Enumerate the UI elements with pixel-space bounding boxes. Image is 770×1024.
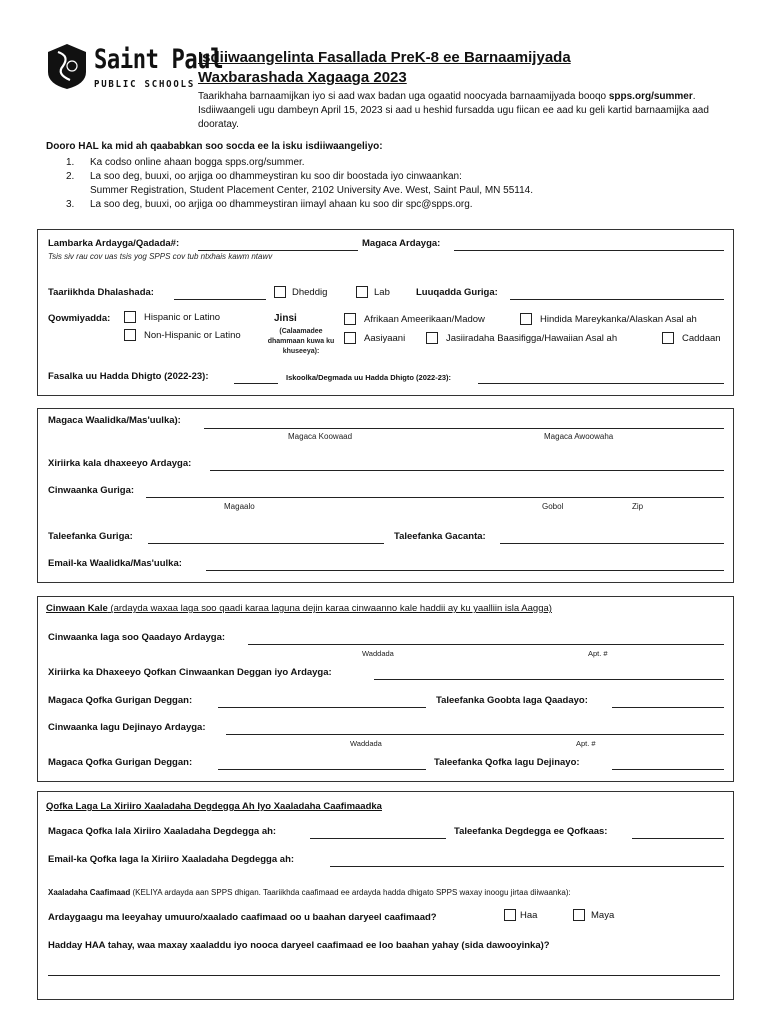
city-caption: Magaalo (224, 502, 255, 511)
dropoff-address-field[interactable] (226, 734, 724, 735)
emergency-name-label: Magaca Qofka lala Xiriiro Xaaladaha Degdegga ah: (48, 826, 277, 837)
student-name-label: Magaca Ardayga: (362, 238, 441, 249)
emergency-email-label: Email-ka Qofka laga la Xiriiro Xaaladaha Degdegga ah: (48, 854, 295, 865)
race-asian-label: Aasiyaani (364, 333, 406, 344)
current-grade-label: Fasalka uu Hadda Dhigto (2022-23): (48, 371, 209, 382)
student-section (37, 229, 734, 396)
instruction-item: Summer Registration, Student Placement Center, 2102 University Ave. West, Saint Paul, MN 55114. (90, 185, 533, 196)
health-details-field[interactable] (48, 975, 720, 976)
logo-subtitle: PUBLIC SCHOOLS (94, 79, 196, 90)
parent-email-field[interactable] (206, 570, 724, 571)
cell-phone-label: Taleefanka Gacanta: (394, 531, 486, 542)
race-pacific-islander-label: Jasiiradaha Baasifigga/Hawaiian Asal ah (446, 333, 618, 344)
current-school-field[interactable] (478, 383, 724, 384)
zip-caption: Zip (632, 502, 644, 511)
instructions-title: Dooro HAL ka mid ah qaababkan soo socda ee la isku isdiiwaangeliyo: (46, 141, 383, 152)
race-label: Jinsi (274, 313, 297, 324)
health-no-label: Maya (591, 910, 615, 921)
dob-field[interactable] (174, 299, 266, 300)
race-american-indian-label: Hindida Mareykanka/Alaskan Asal ah (540, 314, 697, 325)
page-title: Isdiiwaangelinta Fasallada PreK-8 ee Barnaamijyada Waxbarashada Xagaaga 2023 (198, 49, 571, 86)
home-language-field[interactable] (510, 299, 724, 300)
dropoff-phone-field[interactable] (612, 769, 724, 770)
home-phone-label: Taleefanka Guriga: (48, 531, 133, 542)
parent-email-label: Email-ka Waalidka/Mas'uulka: (48, 558, 182, 569)
health-conditions-note: Xaaladaha Caafimaad (KELIYA ardayda aan SPPS dhigan. Taariikhda caafimaad ee ardayda hadda dhigato SPPS waxay inoogu jirtaa diiwaanka): (48, 888, 571, 897)
current-grade-field[interactable] (234, 383, 278, 384)
pickup-address-label: Cinwaanka laga soo Qaadayo Ardayga: (48, 632, 226, 643)
pickup-address-field[interactable] (248, 644, 724, 645)
intro-text: Taarikhaha barnaamijkan iyo si aad wax badan uga ogaatid noocyada barnaamijyada booqo spps.org/summer. Isdiiwaangeli ugu dambeyn April 15, 2023 si aad u heshid fursadda ugu fiican ee aad ku geli kartid barnaamijka aad dooratay. (198, 91, 709, 130)
dropoff-person-label: Magaca Qofka Gurigan Deggan: (48, 757, 193, 768)
instructions-list (66, 156, 533, 212)
race-asian-checkbox[interactable] (344, 332, 356, 344)
pickup-person-label: Magaca Qofka Gurigan Deggan: (48, 695, 193, 706)
race-african-american-checkbox[interactable] (344, 313, 356, 325)
summer-link[interactable]: spps.org/summer (608, 91, 693, 102)
pickup-relation-field[interactable] (374, 679, 724, 680)
race-pacific-islander-checkbox[interactable] (426, 332, 438, 344)
parent-relation-field[interactable] (210, 470, 724, 471)
cell-phone-field[interactable] (500, 543, 724, 544)
state-caption: Gobol (542, 502, 564, 511)
current-school-label: Iskoolka/Degmada uu Hadda Dhigto (2022-23): (286, 373, 452, 382)
parent-name-label: Magaca Waalidka/Mas'uulka): (48, 415, 181, 426)
pickup-phone-label: Taleefanka Goobta laga Qaadayo: (436, 695, 588, 706)
emergency-name-field[interactable] (310, 838, 446, 839)
parent-section (37, 408, 734, 583)
health-followup-question: Hadday HAA tahay, waa maxay xaaladdu iyo nooca daryeel caafimaad ee loo baahan yahay (sida dawooyinka)? (48, 940, 550, 951)
street-caption: Waddada (362, 649, 394, 658)
ethnicity-hispanic-label: Hispanic or Latino (144, 312, 221, 323)
parent-name-field[interactable] (204, 428, 724, 429)
alt-address-section (37, 596, 734, 782)
race-african-american-label: Afrikaan Ameerikaan/Madow (364, 314, 485, 325)
spps-logo-icon (46, 42, 88, 90)
logo-name: Saint Paul (94, 44, 224, 75)
pickup-relation-label: Xiriirka ka Dhaxeeyo Qofkan Cinwaankan Deggan iyo Ardayga: (48, 667, 332, 678)
gender-male-label: Lab (374, 287, 390, 298)
student-id-note: Tsis siv rau cov uas tsis yog SPPS cov tub ntxhais kawm ntawv (48, 252, 273, 261)
race-white-checkbox[interactable] (662, 332, 674, 344)
home-address-label: Cinwaanka Guriga: (48, 485, 135, 496)
health-no-checkbox[interactable] (573, 909, 585, 921)
first-name-caption: Magaca Awoowaha (544, 432, 614, 441)
dropoff-address-label: Cinwaanka lagu Dejinayo Ardayga: (48, 722, 206, 733)
emergency-phone-label: Taleefanka Degdegga ee Qofkaas: (454, 826, 608, 837)
alt-address-heading: Cinwaan Kale (ardayda waxaa laga soo qaadi karaa laguna dejin karaa cinwaanno kale haddii ay ku yaalliin isla Aagga) (46, 603, 552, 614)
last-name-caption: Magaca Koowaad (288, 432, 353, 441)
dropoff-phone-label: Taleefanka Qofka lagu Dejinayo: (434, 757, 580, 768)
apt-caption: Apt. # (576, 739, 596, 748)
apt-caption: Apt. # (588, 649, 608, 658)
instruction-item: 3. La soo deg, buuxi, oo arjiga oo dhammeystiran iimayl ahaan ku soo dir spc@spps.org. (66, 199, 473, 210)
ethnicity-label: Qowmiyadda: (48, 313, 111, 324)
gender-female-checkbox[interactable] (274, 286, 286, 298)
instruction-item: 1. Ka codso online ahaan bogga spps.org/summer. (66, 157, 305, 168)
emergency-email-field[interactable] (330, 866, 724, 867)
dropoff-person-field[interactable] (218, 769, 426, 770)
home-phone-field[interactable] (148, 543, 384, 544)
student-id-field[interactable] (198, 250, 358, 251)
health-yes-label: Haa (520, 910, 538, 921)
instruction-item: 2. La soo deg, buuxi, oo arjiga oo dhammeystiran ku soo dir boostada iyo cinwaankan: (66, 171, 462, 182)
parent-relation-label: Xiriirka kala dhaxeeyo Ardayga: (48, 458, 192, 469)
race-white-label: Caddaan (682, 333, 721, 344)
gender-male-checkbox[interactable] (356, 286, 368, 298)
gender-female-label: Dheddig (292, 287, 328, 298)
health-question: Ardaygaagu ma leeyahay umuuro/xaalado caafimaad oo u baahan daryeel caafimaad? (48, 912, 437, 923)
ethnicity-non-hispanic-label: Non-Hispanic or Latino (144, 330, 241, 341)
health-yes-checkbox[interactable] (504, 909, 516, 921)
dob-label: Taariikhda Dhalashada: (48, 287, 154, 298)
student-id-label: Lambarka Ardayga/Qadada#: (48, 238, 180, 249)
pickup-person-field[interactable] (218, 707, 426, 708)
emergency-heading: Qofka Laga La Xiriiro Xaaladaha Degdegga Ah Iyo Xaaladaha Caafimaadka (46, 801, 382, 812)
ethnicity-non-hispanic-checkbox[interactable] (124, 329, 136, 341)
race-note: (Calaamadee dhammaan kuwa ku khuseeya): (267, 328, 335, 355)
home-address-field[interactable] (146, 497, 724, 498)
race-american-indian-checkbox[interactable] (520, 313, 532, 325)
student-name-field[interactable] (454, 250, 724, 251)
emergency-phone-field[interactable] (632, 838, 724, 839)
ethnicity-hispanic-checkbox[interactable] (124, 311, 136, 323)
emergency-section (37, 791, 734, 1000)
home-language-label: Luuqadda Guriga: (416, 287, 498, 298)
street-caption: Waddada (350, 739, 382, 748)
pickup-phone-field[interactable] (612, 707, 724, 708)
